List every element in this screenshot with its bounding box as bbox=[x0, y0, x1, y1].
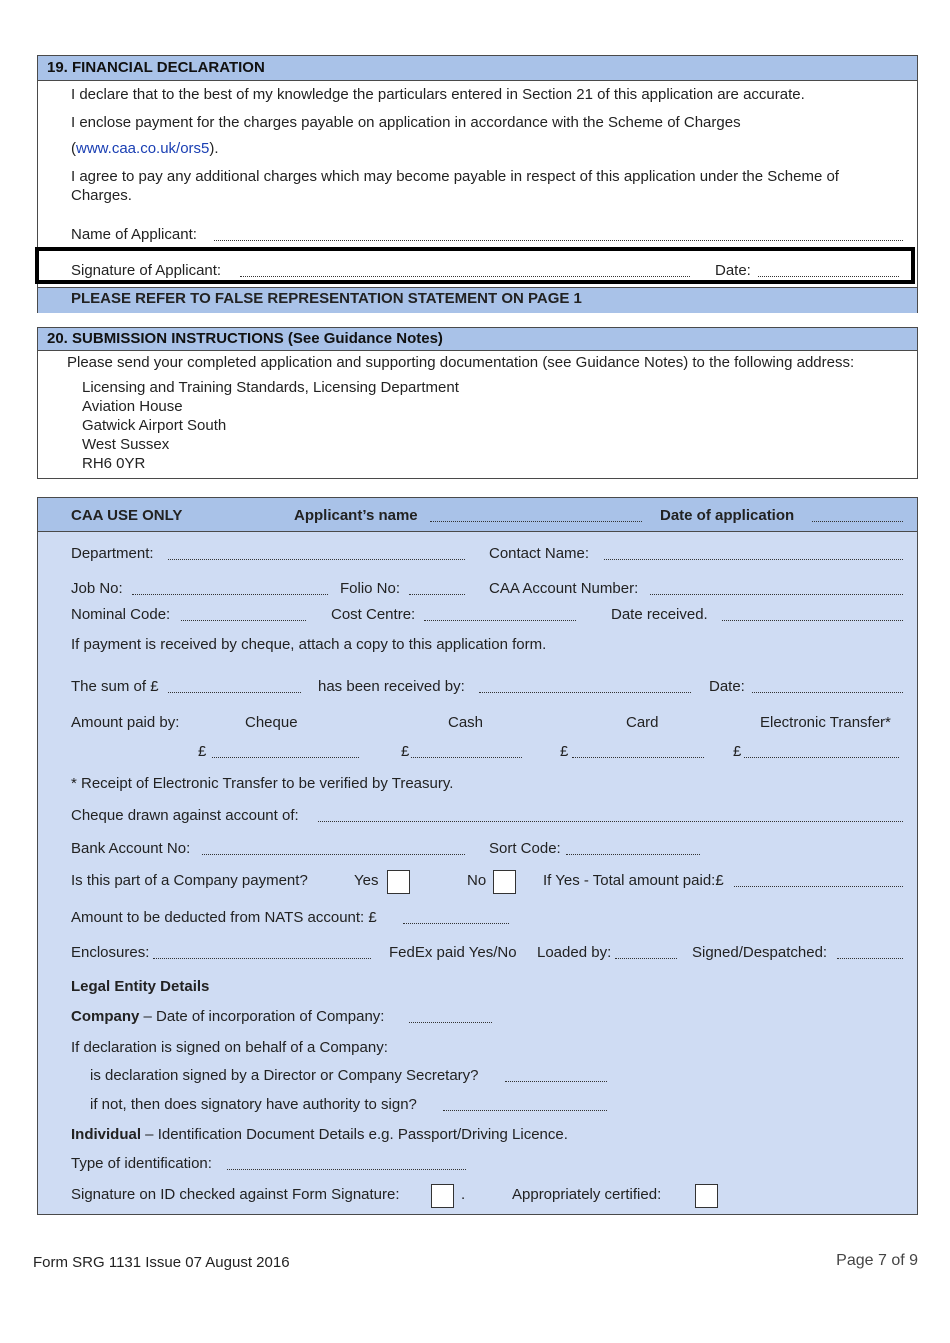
applicants-name-field[interactable] bbox=[430, 509, 642, 522]
company-line bbox=[71, 1008, 384, 1025]
company-payment-no-label: No bbox=[467, 872, 487, 889]
folio-no-field[interactable] bbox=[409, 582, 465, 595]
job-no-label: Job No: bbox=[71, 580, 123, 597]
declaration-line-1: I declare that to the best of my knowledge the particulars entered in Section 21 of this application are accurate. bbox=[71, 86, 805, 103]
signature-date-label: Date: bbox=[715, 262, 751, 279]
cost-centre-label: Cost Centre: bbox=[331, 606, 416, 623]
address-line-5: RH6 0YR bbox=[82, 455, 146, 472]
if-yes-total-label: If Yes - Total amount paid:£ bbox=[543, 872, 724, 889]
received-by-field[interactable] bbox=[479, 680, 691, 693]
bank-account-field[interactable] bbox=[202, 842, 465, 855]
department-field[interactable] bbox=[168, 547, 465, 560]
company-payment-no-checkbox[interactable] bbox=[493, 870, 516, 894]
if-yes-total-field[interactable] bbox=[734, 874, 903, 887]
job-no-field[interactable] bbox=[132, 582, 328, 595]
sum-of-field[interactable] bbox=[168, 680, 301, 693]
loaded-by-label: Loaded by: bbox=[537, 944, 612, 961]
cost-centre-field[interactable] bbox=[424, 608, 576, 621]
nominal-code-label: Nominal Code: bbox=[71, 606, 171, 623]
page-number: Page 7 of 9 bbox=[836, 1252, 918, 1269]
cash-pound-sign: £ bbox=[401, 743, 410, 760]
name-of-applicant-field[interactable] bbox=[214, 228, 903, 241]
company-payment-label: Is this part of a Company payment? bbox=[71, 872, 308, 889]
date-received-label: Date received. bbox=[611, 606, 708, 623]
signature-checked-checkbox[interactable] bbox=[431, 1184, 454, 1208]
appropriately-certified-checkbox[interactable] bbox=[695, 1184, 718, 1208]
address-line-1: Licensing and Training Standards, Licensing Department bbox=[82, 379, 459, 396]
date-of-application-label: Date of application bbox=[660, 507, 795, 524]
appropriately-certified-label: Appropriately certified: bbox=[512, 1186, 662, 1203]
company-payment-yes-label: Yes bbox=[354, 872, 379, 889]
cheque-pound-sign: £ bbox=[198, 743, 207, 760]
transfer-amount-field[interactable] bbox=[744, 745, 899, 758]
electronic-transfer-note: * Receipt of Electronic Transfer to be verified by Treasury. bbox=[71, 775, 454, 792]
address-line-4: West Sussex bbox=[82, 436, 170, 453]
section-20-title: 20. SUBMISSION INSTRUCTIONS (See Guidance Notes) bbox=[47, 330, 443, 347]
nats-deduction-field[interactable] bbox=[403, 911, 509, 924]
scheme-of-charges-link[interactable]: www.caa.co.uk/ors5 bbox=[76, 140, 210, 157]
company-incorporation-text: – Date of incorporation of Company: bbox=[139, 1008, 385, 1025]
signature-of-applicant-field[interactable] bbox=[240, 264, 690, 277]
transfer-pound-sign: £ bbox=[733, 743, 742, 760]
received-by-label: has been received by: bbox=[318, 678, 465, 695]
authority-answer-field[interactable] bbox=[443, 1098, 607, 1111]
card-amount-field[interactable] bbox=[572, 745, 704, 758]
contact-name-field[interactable] bbox=[604, 547, 903, 560]
address-line-3: Gatwick Airport South bbox=[82, 417, 227, 434]
incorporation-date-field[interactable] bbox=[409, 1010, 492, 1023]
name-of-applicant-label: Name of Applicant: bbox=[71, 226, 197, 243]
date-received-field[interactable] bbox=[722, 608, 903, 621]
type-of-identification-label: Type of identification: bbox=[71, 1155, 212, 1172]
section-20-header bbox=[38, 328, 917, 351]
caa-use-only-title: CAA USE ONLY bbox=[71, 507, 183, 524]
behalf-of-company-text: If declaration is signed on behalf of a Company: bbox=[71, 1039, 388, 1056]
declaration-line-3a: I agree to pay any additional charges which may become payable in respect of this application under the Scheme of bbox=[71, 168, 839, 185]
company-payment-yes-checkbox[interactable] bbox=[387, 870, 410, 894]
sort-code-field[interactable] bbox=[566, 842, 700, 855]
enclosures-field[interactable] bbox=[153, 946, 371, 959]
form-reference: Form SRG 1131 Issue 07 August 2016 bbox=[33, 1254, 290, 1271]
cheque-note: If payment is received by cheque, attach a copy to this application form. bbox=[71, 636, 547, 653]
method-cash: Cash bbox=[448, 714, 484, 731]
signature-date-field[interactable] bbox=[758, 264, 899, 277]
applicants-name-label: Applicant’s name bbox=[294, 507, 418, 524]
bank-account-label: Bank Account No: bbox=[71, 840, 191, 857]
sort-code-label: Sort Code: bbox=[489, 840, 561, 857]
individual-label: Individual bbox=[71, 1126, 142, 1143]
submission-intro: Please send your completed application and supporting documentation (see Guidance Notes) to the following address: bbox=[67, 354, 855, 371]
signature-of-applicant-label: Signature of Applicant: bbox=[71, 262, 222, 279]
paren-close: ). bbox=[209, 140, 219, 157]
cash-amount-field[interactable] bbox=[411, 745, 522, 758]
sum-of-label: The sum of £ bbox=[71, 678, 159, 695]
individual-id-text: – Identification Document Details e.g. Passport/Driving Licence. bbox=[141, 1126, 568, 1143]
section-19-header bbox=[38, 56, 917, 81]
loaded-by-field[interactable] bbox=[615, 946, 677, 959]
legal-entity-heading: Legal Entity Details bbox=[71, 978, 210, 995]
date-of-application-field[interactable] bbox=[812, 509, 903, 522]
type-of-identification-field[interactable] bbox=[227, 1157, 466, 1170]
declaration-link-line bbox=[71, 140, 219, 157]
method-cheque: Cheque bbox=[245, 714, 298, 731]
card-pound-sign: £ bbox=[560, 743, 569, 760]
sum-date-label: Date: bbox=[709, 678, 745, 695]
paren-open: ( bbox=[71, 140, 76, 157]
cheque-amount-field[interactable] bbox=[212, 745, 359, 758]
director-answer-field[interactable] bbox=[505, 1069, 607, 1082]
signed-despatched-field[interactable] bbox=[837, 946, 903, 959]
method-card: Card bbox=[626, 714, 659, 731]
nominal-code-field[interactable] bbox=[181, 608, 306, 621]
caa-account-number-label: CAA Account Number: bbox=[489, 580, 639, 597]
caa-account-number-field[interactable] bbox=[650, 582, 903, 595]
address-line-2: Aviation House bbox=[82, 398, 183, 415]
folio-no-label: Folio No: bbox=[340, 580, 401, 597]
signature-checked-label: Signature on ID checked against Form Signature: bbox=[71, 1186, 400, 1203]
individual-line bbox=[71, 1126, 568, 1143]
nats-deduction-label: Amount to be deducted from NATS account: £ bbox=[71, 909, 377, 926]
sum-date-field[interactable] bbox=[752, 680, 903, 693]
false-representation-text: PLEASE REFER TO FALSE REPRESENTATION STATEMENT ON PAGE 1 bbox=[71, 290, 582, 307]
contact-name-label: Contact Name: bbox=[489, 545, 590, 562]
declaration-line-2: I enclose payment for the charges payable on application in accordance with the Scheme of Charges bbox=[71, 114, 741, 131]
cheque-drawn-field[interactable] bbox=[318, 809, 903, 822]
method-electronic-transfer: Electronic Transfer* bbox=[760, 714, 891, 731]
amount-paid-by-label: Amount paid by: bbox=[71, 714, 180, 731]
signature-checked-period: . bbox=[461, 1186, 466, 1203]
enclosures-label: Enclosures: bbox=[71, 944, 150, 961]
cheque-drawn-label: Cheque drawn against account of: bbox=[71, 807, 299, 824]
authority-question: if not, then does signatory have authority to sign? bbox=[90, 1096, 417, 1113]
section-19-title: 19. FINANCIAL DECLARATION bbox=[47, 59, 265, 76]
fedex-label: FedEx paid Yes/No bbox=[389, 944, 517, 961]
department-label: Department: bbox=[71, 545, 154, 562]
company-label: Company bbox=[71, 1008, 140, 1025]
signed-despatched-label: Signed/Despatched: bbox=[692, 944, 828, 961]
declaration-line-3b: Charges. bbox=[71, 187, 132, 204]
director-question: is declaration signed by a Director or Company Secretary? bbox=[90, 1067, 479, 1084]
